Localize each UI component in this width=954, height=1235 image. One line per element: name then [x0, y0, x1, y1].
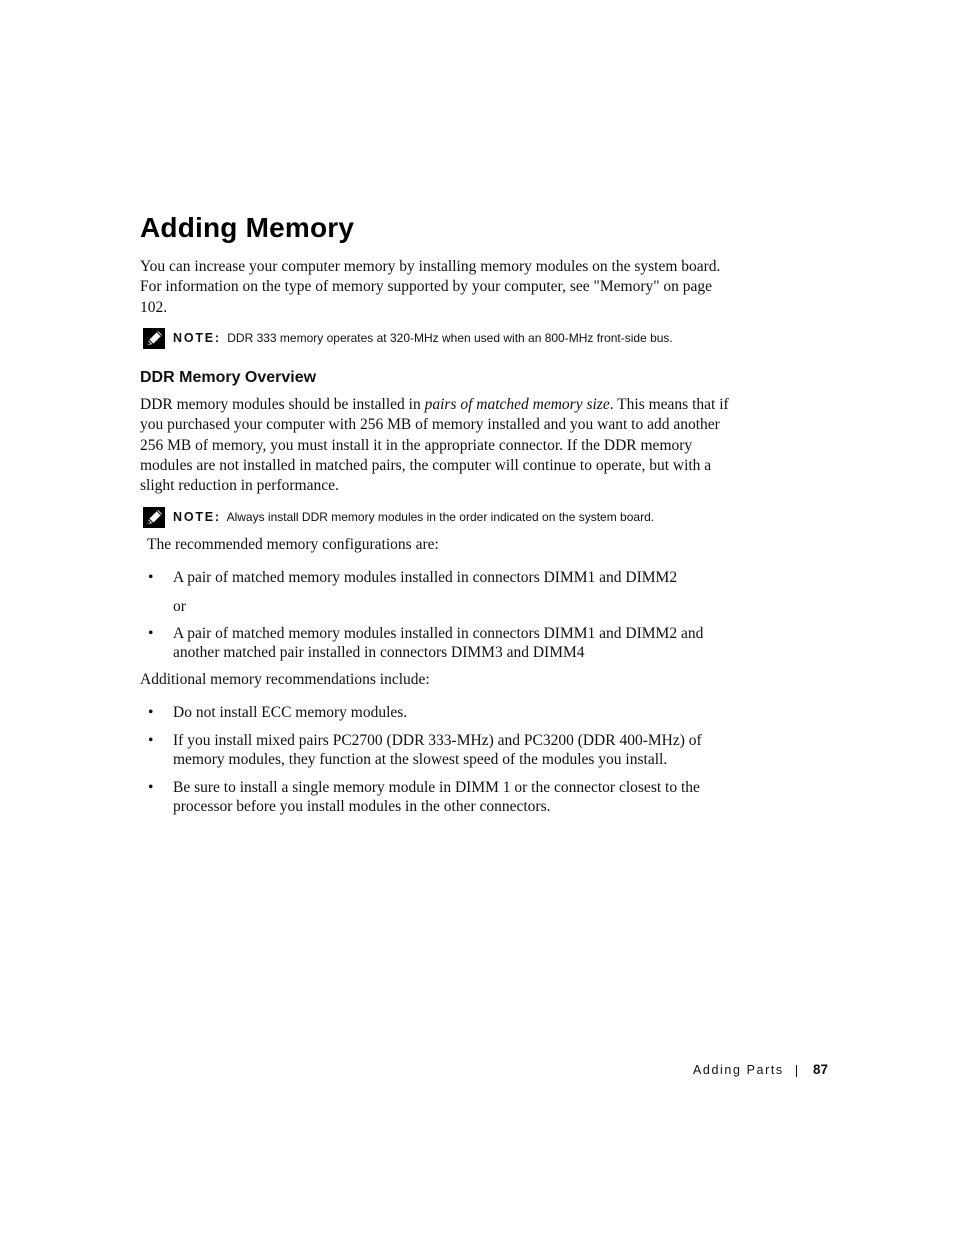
- note-2-label: NOTE:: [173, 510, 221, 524]
- overview-text-before: DDR memory modules should be installed in: [140, 396, 425, 413]
- page-footer: [693, 1062, 833, 1080]
- or-text: or: [173, 598, 186, 615]
- configs-intro: The recommended memory configurations are:: [147, 536, 439, 553]
- footer-section-name: Adding Parts: [693, 1063, 784, 1077]
- overview-text-after: . This means that if you purchased your computer with 256 MB of memory installed and you want to add another 256 MB of memory, you must install it in the appropriate connector. If the DDR memory modules are not installed in matched pairs, the computer will continue to operate, but with a slight reduction in performance.: [140, 396, 729, 495]
- list-item-text: If you install mixed pairs PC2700 (DDR 333-MHz) and PC3200 (DDR 400-MHz) of memory modules, they function at the slowest speed of the modules you install.: [173, 732, 702, 768]
- note-1-body: DDR 333 memory operates at 320-MHz when used with an 800-MHz front-side bus.: [227, 331, 673, 345]
- list-item-text: A pair of matched memory modules installed in connectors DIMM1 and DIMM2: [173, 569, 678, 586]
- list-item-text: Be sure to install a single memory module in DIMM 1 or the connector closest to the processor before you install modules in the other connectors.: [173, 779, 700, 815]
- intro-paragraph: You can increase your computer memory by installing memory modules on the system board. For information on the type of memory supported by your computer, see "Memory" on page 102.: [140, 258, 721, 316]
- overview-emphasis: pairs of matched memory size: [424, 396, 610, 413]
- overview-paragraph: [140, 395, 740, 496]
- bullet-mark: •: [148, 704, 154, 721]
- note-1-text: [173, 331, 673, 345]
- note-2-text: [173, 510, 654, 524]
- additional-intro: Additional memory recommendations include:: [140, 671, 430, 688]
- note-2: [140, 508, 780, 530]
- note-1-label: NOTE:: [173, 331, 221, 345]
- pencil-note-icon: [143, 328, 165, 349]
- note-1: [140, 329, 780, 351]
- footer-divider: [796, 1065, 797, 1077]
- bullet-mark: •: [148, 569, 154, 586]
- section-heading: DDR Memory Overview: [140, 369, 317, 386]
- bullet-mark: •: [148, 779, 154, 796]
- note-2-body: Always install DDR memory modules in the order indicated on the system board.: [226, 510, 655, 524]
- list-item-text: Do not install ECC memory modules.: [173, 704, 408, 721]
- page-number: 87: [813, 1062, 829, 1077]
- list-item-text: A pair of matched memory modules installed in connectors DIMM1 and DIMM2 and another matched pair installed in connectors DIMM3 and DIMM4: [173, 625, 704, 661]
- bullet-mark: •: [148, 732, 154, 749]
- page-title: Adding Memory: [140, 212, 355, 243]
- bullet-mark: •: [148, 625, 154, 642]
- pencil-note-icon: [143, 507, 165, 528]
